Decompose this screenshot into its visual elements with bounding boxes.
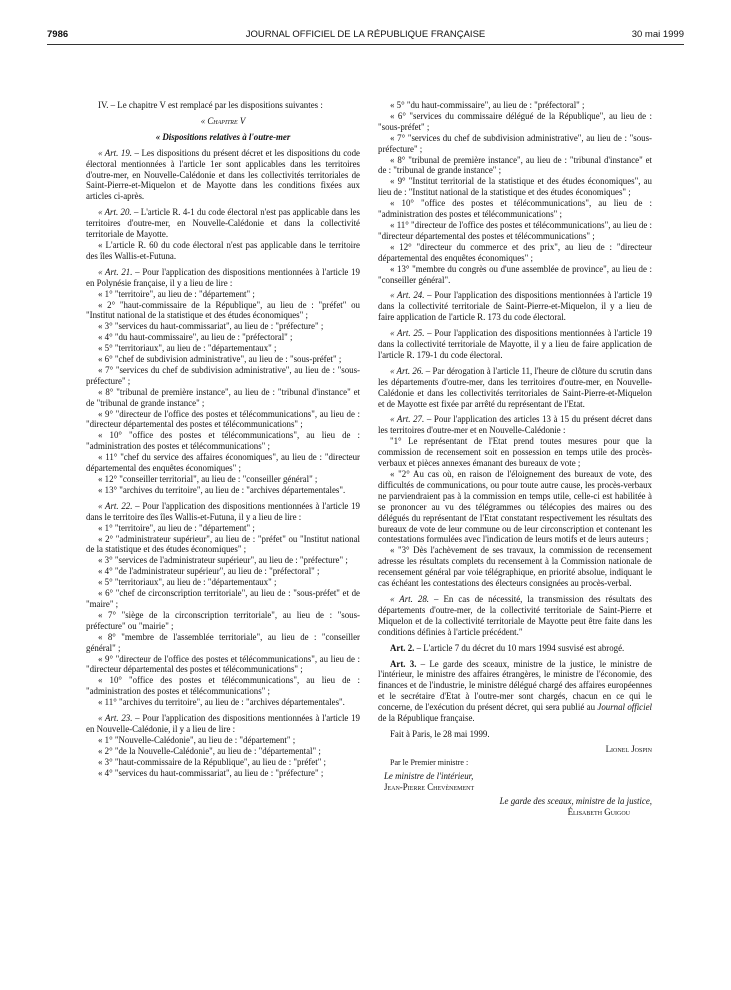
article-21 (86, 267, 360, 289)
header-rule (47, 44, 684, 45)
list-item: « 1° "territoire", au lieu de : "département" ; (98, 522, 255, 533)
article-23-list (86, 735, 360, 779)
done-at: Fait à Paris, le 28 mai 1999. (390, 728, 490, 739)
article-text: – Les dispositions du présent décret et les dispositions du code électoral mentionnées à l'article 1er sont applicables dans les territoires d'outre-mer, en Nouvelle-Calédonie et dans les collectivités territoriales de Saint-Pierre-et-Miquelon et de Mayotte dans les conditions fixées aux articles ci-après. (86, 147, 360, 202)
article-lead: Art. 2. (390, 642, 415, 653)
list-item: « 13° "membre du congrès ou d'une assemblée de province", au lieu de : "conseiller général". (378, 263, 652, 285)
chapter-title: « Dispositions relatives à l'outre-mer (155, 131, 291, 142)
signature-prime-minister: Lionel Jospin (605, 743, 652, 754)
minister-justice-title: Le garde des sceaux, ministre de la justice, (499, 796, 652, 807)
paragraph: « L'article R. 60 du code électoral n'est pas applicable dans le territoire des îles Wallis-et-Futuna. (86, 239, 360, 261)
list-item: « 6° "chef de circonscription territoriale", au lieu de : "sous-préfet" et de "maire" ; (86, 588, 360, 609)
article-lead: « Art. 23. (98, 713, 133, 724)
article-lead: « Art. 26. (390, 365, 424, 376)
list-item: « 7° "services du chef de subdivision administrative", au lieu de : "sous-préfecture" ; (378, 132, 652, 154)
article-27-item-2: « "2° Au cas où, en raison de l'éloignement des bureaux de vote, des difficultés de communications, ou pour toute autre cause, les procès-verbaux ne parviendraient pas à la commission en temps utile, celle-ci est habilitée à se prononcer au vu des télégrammes ou télécopies des maires ou des délégués du représentant de l'Etat constatant respectivement les résultats des bureaux de vote de leur commune ou de leur circonscription et contenant les contestations formulées avec l'indication de leurs motifs et de leurs auteurs ; (378, 469, 652, 545)
article-26 (378, 366, 652, 410)
journal-title: JOURNAL OFFICIEL DE LA RÉPUBLIQUE FRANÇAISE (245, 29, 486, 40)
list-item: « 10° "office des postes et télécommunications", au lieu de : "administration des postes et télécommunications" ; (86, 675, 360, 697)
list-item: « 3° "services de l'administrateur supérieur", au lieu de : "préfecture" ; (98, 555, 348, 566)
for-prime-minister: Par le Premier ministre : (390, 757, 469, 767)
list-item: « 5° "territoriaux", au lieu de : "départementaux" ; (98, 577, 277, 588)
article-27-item-3: « "3° Dès l'achèvement de ses travaux, la commission de recensement adresse les résultats complets du recensement à la Commission nationale de recensement général par voie télégraphique, en priorité absolue, indiquant le cas échéant les contestations des électeurs consignées au procès-verbal. (378, 545, 652, 589)
list-item: « 4° "services du haut-commissariat", au lieu de : "préfecture" ; (98, 767, 324, 778)
article-text: de la République française. (378, 713, 475, 724)
list-item: « 1° "territoire", au lieu de : "département" ; (98, 288, 255, 299)
list-item: « 2° "haut-commissaire de la République", au lieu de : "préfet" ou "Institut national de la statistique et des études économiques" ; (86, 299, 360, 321)
list-item: « 8° "membre de l'assemblée territoriale", au lieu de : "conseiller général" ; (86, 631, 360, 653)
right-column (378, 100, 652, 818)
article-24 (378, 290, 652, 323)
article-text: – Pour l'application des dispositions mentionnées à l'article 19 dans la collectivité territoriale de Mayotte, il y a lieu de faire application de l'article R. 179-1 du code électoral. (378, 328, 652, 360)
page-number: 7986 (47, 29, 69, 40)
article-23 (86, 713, 360, 735)
list-item: « 10° "office des postes et télécommunications", au lieu de : "administration des postes et télécommunications" ; (378, 198, 652, 220)
article-lead: « Art. 27. (390, 414, 425, 425)
list-item: « 12° "conseiller territorial", au lieu de : "conseiller général" ; (98, 474, 318, 484)
list-item: « 10° "office des postes et télécommunications", au lieu de : "administration des postes et télécommunications" ; (86, 430, 360, 452)
article-21-list (86, 289, 360, 496)
article-27 (378, 414, 652, 436)
article-text: – Pour l'application des dispositions mentionnées à l'article 19 en Polynésie française, il y a lieu de lire : (86, 266, 360, 288)
list-item: « 3° "haut-commissaire de la République", au lieu de : "préfet" ; (98, 756, 327, 767)
list-item: « 6° "chef de subdivision administrative", au lieu de : "sous-préfet" ; (98, 354, 342, 365)
list-item: « 3° "services du haut-commissariat", au lieu de : "préfecture" ; (98, 321, 324, 332)
list-item: « 11° "archives du territoire", au lieu de : "archives départementales". (98, 697, 345, 708)
article-text: – L'article R. 4-1 du code électoral n'est pas applicable dans les territoires d'outre-mer, en Nouvelle-Calédonie et dans la collectivité territoriale de Mayotte. (86, 207, 360, 240)
list-item: « 7° "services du chef de subdivision administrative", au lieu de : "sous-préfecture" ; (86, 364, 360, 386)
article-22 (86, 501, 360, 523)
article-lead: « Art. 20. (98, 207, 132, 218)
decree-article-3 (378, 659, 652, 724)
article-text: – L'article 7 du décret du 10 mars 1994 susvisé est abrogé. (414, 642, 625, 653)
intro-paragraph: IV. – Le chapitre V est remplacé par les dispositions suivantes : (98, 100, 323, 110)
list-item: « 2° "de la Nouvelle-Calédonie", au lieu de : "départemental" ; (98, 745, 321, 756)
article-25 (378, 328, 652, 361)
article-lead: Art. 3. (390, 658, 417, 669)
article-lead: « Art. 28. (390, 593, 429, 604)
journal-name: Journal officiel (597, 702, 652, 713)
signature-justice: Élisabeth Guigou (567, 807, 630, 818)
article-lead: « Art. 19. (98, 147, 132, 158)
decree-article-2 (378, 643, 652, 654)
list-item: « 11° "chef du service des affaires économiques", au lieu de : "directeur départemental des enquêtes économiques" ; (86, 452, 360, 474)
minister-interior-title: Le ministre de l'intérieur, (384, 770, 474, 781)
list-item: « 7° "siège de la circonscription territoriale", au lieu de : "sous-préfecture" ou "mairie" ; (86, 609, 360, 631)
chapter-heading: « Chapitre V (200, 115, 246, 126)
article-lead: « Art. 24. (390, 290, 425, 301)
list-item: « 4° "du haut-commissaire", au lieu de : "préfectoral" ; (98, 332, 293, 343)
list-item: « 4° "de l'administrateur supérieur", au lieu de : "préfectoral" ; (98, 566, 320, 577)
article-text: – Pour l'application des dispositions mentionnées à l'article 19 en Nouvelle-Calédonie, il y a lieu de lire : (86, 713, 360, 734)
article-lead: « Art. 21. (98, 266, 133, 277)
list-item: « 12° "directeur du commerce et des prix", au lieu de : "directeur départemental des enquêtes économiques" ; (378, 241, 652, 263)
article-27-item-1: "1° Le représentant de l'Etat prend toutes mesures pour que la commission de recensement soit en possession en temps utile des procès-verbaux et pièces annexes émanant des bureaux de vote ; (378, 436, 652, 469)
article-text: – Par dérogation à l'article 11, l'heure de clôture du scrutin dans les départements d'outre-mer, dans les territoires d'outre-mer, en Nouvelle-Calédonie et dans les collectivités territoriales de Saint-Pierre-et-Miquelon et de Mayotte est fixée par arrêté du représentant de l'Etat. (378, 365, 652, 409)
article-lead: « Art. 22. (98, 500, 133, 511)
issue-date: 30 mai 1999 (631, 29, 684, 40)
article-text: – En cas de nécessité, la transmission des résultats des départements d'outre-mer, de la collectivité territoriale de Saint-Pierre et Miquelon et de la collectivité territoriale de Mayotte peut être faite dans les conditions définies à l'article précédent." (378, 593, 652, 637)
list-item: « 8° "tribunal de première instance", au lieu de : "tribunal d'instance" et de : "tribunal de grande instance" ; (378, 154, 652, 176)
list-item: « 6° "services du commissaire délégué de la République", au lieu de : "sous-préfet" ; (378, 110, 652, 132)
article-20 (86, 207, 360, 240)
list-item: « 13° "archives du territoire", au lieu de : "archives départementales". (98, 484, 346, 495)
list-item: « 9° "directeur de l'office des postes et télécommunications", au lieu de : "directeur départemental des postes et télécommunications" ; (86, 653, 360, 675)
list-item: « 9° "Institut territorial de la statistique et des études économiques", au lieu de : "Institut national de la statistique et des études économiques" ; (378, 176, 652, 198)
signature-interior: Jean-Pierre Chevènement (384, 781, 475, 792)
list-item: « 8° "tribunal de première instance", au lieu de : "tribunal d'instance" et de "tribunal de grande instance" ; (86, 386, 360, 408)
article-text: – Pour l'application des dispositions mentionnées à l'article 19 dans la collectivité territoriale de Saint-Pierre-et-Miquelon, il y a lieu de faire application de l'article R. 173 du code électoral. (378, 290, 652, 323)
list-item: « 2° "administrateur supérieur", au lieu de : "préfet" ou "Institut national de la statistique et des études économiques" ; (86, 533, 360, 555)
article-text: – Pour l'application des dispositions mentionnées à l'article 19 dans le territoire des îles Wallis-et-Futuna, il y a lieu de lire : (86, 500, 360, 522)
left-column (86, 100, 360, 778)
list-item: « 1° "Nouvelle-Calédonie", au lieu de : "département" ; (98, 734, 296, 745)
article-23-list-continued (378, 100, 652, 285)
list-item: « 5° "territoriaux", au lieu de : "départementaux" ; (98, 343, 277, 354)
list-item: « 11° "directeur de l'office des postes et télécommunications", au lieu de : "directeur départemental des postes et télécommunications" ; (378, 219, 652, 241)
article-28 (378, 594, 652, 638)
article-text: – Le garde des sceaux, ministre de la justice, le ministre de l'intérieur, le ministre des affaires étrangères, le ministre de l'économie, des finances et de l'industrie, le ministre délégué chargé des affaires européennes et le secrétaire d'Etat à l'outre-mer sont chargés, chacun en ce qui le concerne, de l'exécution du présent décret, qui sera publié au (378, 658, 653, 713)
list-item: « 5° "du haut-commissaire", au lieu de : "préfectoral" ; (390, 100, 585, 110)
article-text: – Pour l'application des articles 13 à 15 du présent décret dans les territoires d'outre-mer et en Nouvelle-Calédonie : (378, 414, 652, 436)
page-header (47, 27, 684, 45)
article-19 (86, 148, 360, 203)
list-item: « 9° "directeur de l'office des postes et télécommunications", au lieu de : "directeur départemental des postes et télécommunications" ; (86, 408, 360, 430)
article-22-list (86, 523, 360, 708)
article-lead: « Art. 25. (390, 328, 425, 339)
